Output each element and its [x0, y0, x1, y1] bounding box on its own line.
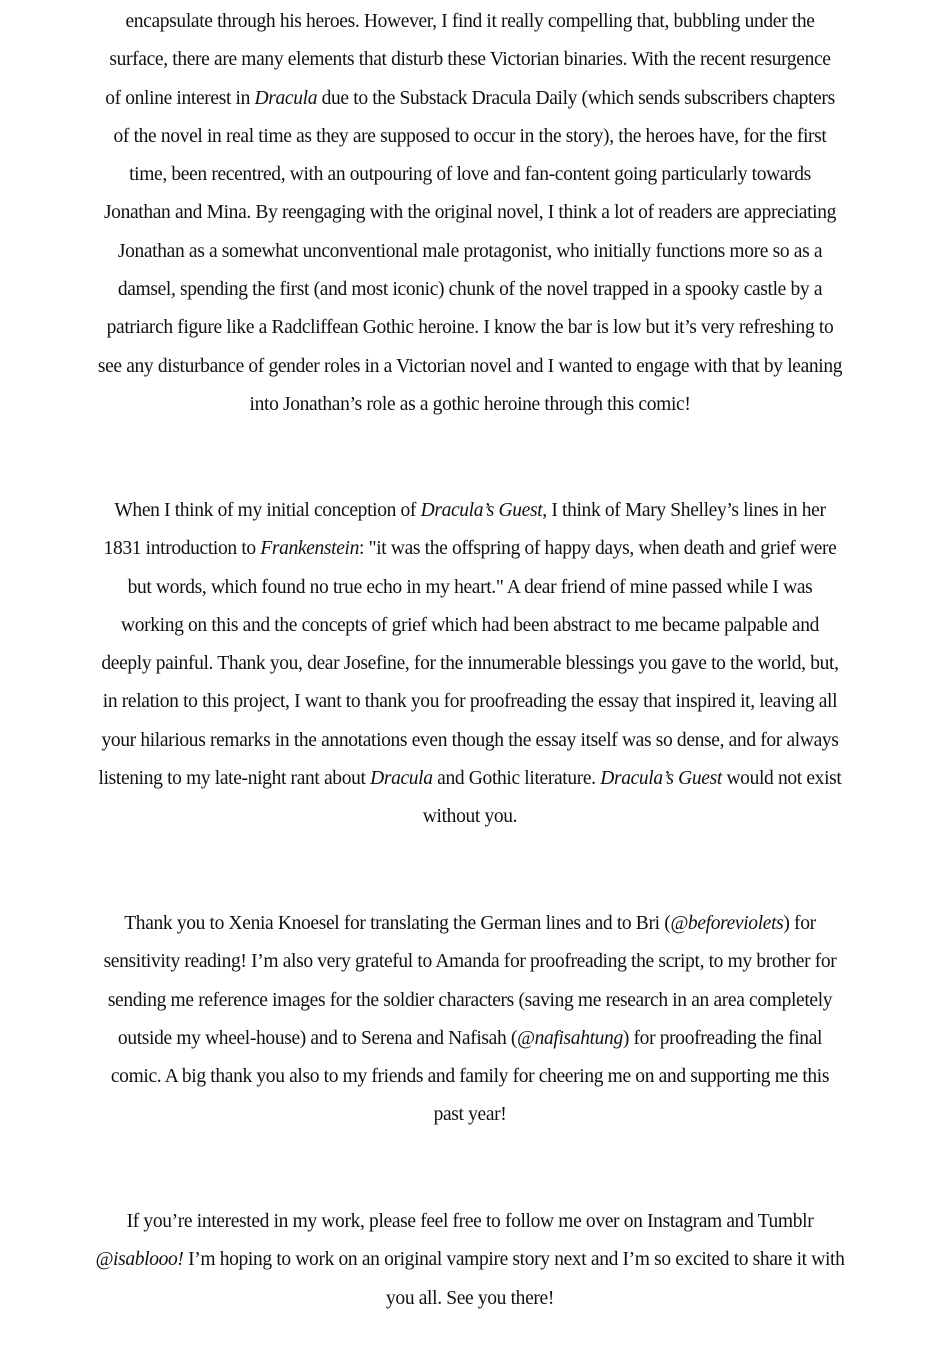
text-line [0, 348, 940, 386]
text-line [0, 156, 940, 194]
text-segment: I’m hoping to work on an original vampire story next and I’m so excited to share it with [183, 1249, 845, 1271]
text-line [0, 943, 940, 981]
text-segment: , I think of Mary Shelley’s lines in her [542, 500, 826, 521]
text-line [0, 1241, 940, 1279]
text-segment: would not exist [721, 768, 842, 790]
text-segment: surface, there are many elements that disturb these Victorian binaries. With the recent resurgence [109, 49, 831, 71]
text-segment: comic. A big thank you also to my friends and family for cheering me on and supporting me this [110, 1066, 830, 1088]
text-segment: patriarch figure like a Radcliffean Gothic heroine. I know the bar is low but it’s very refreshing to [106, 317, 834, 339]
text-line [0, 722, 940, 760]
text-segment: ) for proofreading the final [622, 1027, 823, 1049]
paragraph-social-follow [0, 1203, 940, 1318]
text-line [0, 905, 940, 943]
italic-text: @beforeviolets [670, 913, 784, 934]
text-segment: due to the Substack Dracula Daily (which sends subscribers chapters [317, 87, 835, 109]
text-line [0, 760, 940, 798]
text-segment: time, been recentred, with an outpouring of love and fan-content going particularly towards [129, 164, 811, 186]
text-segment: without you. [422, 806, 518, 828]
text-segment: ) for [783, 913, 816, 934]
text-segment: past year! [433, 1104, 507, 1126]
text-segment: 1831 introduction to [103, 538, 261, 560]
text-line [0, 271, 940, 309]
text-segment: see any disturbance of gender roles in a Victorian novel and I wanted to engage with that by leaning [97, 355, 843, 377]
text-segment: working on this and the concepts of grief which had been abstract to me became palpable and [120, 614, 820, 636]
paragraph-victorian-binaries [0, 3, 940, 424]
text-segment: deeply painful. Thank you, dear Josefine, for the innumerable blessings you gave to the world, but, [101, 653, 839, 675]
text-line [0, 683, 940, 721]
italic-text: Dracula [254, 87, 318, 109]
italic-text: @isablooo! [95, 1249, 184, 1271]
text-line [0, 1203, 940, 1241]
text-segment: encapsulate through his heroes. However, I find it really compelling that, bubbling under the [125, 11, 815, 32]
text-segment: in relation to this project, I want to thank you for proofreading the essay that inspired it, leaving all [102, 691, 838, 713]
text-line [0, 309, 940, 347]
paragraph-acknowledgements [0, 905, 940, 1135]
italic-text: Dracula’s Guest [600, 768, 722, 790]
italic-text: @nafisahtung [517, 1027, 623, 1049]
text-line [0, 569, 940, 607]
italic-text: Dracula [370, 768, 433, 790]
text-line [0, 1058, 940, 1096]
text-line [0, 607, 940, 645]
text-segment: but words, which found no true echo in my heart." A dear friend of mine passed while I was [127, 576, 813, 598]
text-line [0, 80, 940, 118]
text-segment: and Gothic literature. [432, 768, 601, 790]
text-line [0, 798, 940, 836]
text-segment: When I think of my initial conception of [114, 500, 421, 521]
text-segment: Jonathan and Mina. By reengaging with the original novel, I think a lot of readers are appreciating [103, 202, 837, 224]
italic-text: Frankenstein [260, 538, 360, 560]
text-line [0, 3, 940, 41]
text-line [0, 530, 940, 568]
text-line [0, 194, 940, 232]
text-line [0, 1096, 940, 1134]
text-segment: outside my wheel-house) and to Serena and Nafisah ( [117, 1027, 518, 1049]
text-segment: of online interest in [105, 87, 255, 109]
text-line [0, 233, 940, 271]
text-segment: into Jonathan’s role as a gothic heroine through this comic! [249, 393, 691, 415]
text-segment: you all. See you there! [386, 1287, 554, 1309]
text-segment: of the novel in real time as they are supposed to occur in the story), the heroes have, for the first [113, 125, 827, 147]
text-segment: Jonathan as a somewhat unconventional male protagonist, who initially functions more so as a [117, 240, 823, 262]
text-line [0, 1020, 940, 1058]
text-segment: sensitivity reading! I’m also very grateful to Amanda for proofreading the script, to my brother for [103, 951, 837, 973]
italic-text: Dracula’s Guest [420, 500, 543, 521]
text-line [0, 1280, 940, 1318]
text-line [0, 645, 940, 683]
text-segment: Thank you to Xenia Knoesel for translating the German lines and to Bri ( [124, 913, 671, 934]
text-segment: listening to my late-night rant about [98, 768, 371, 790]
paragraph-dedication-josefine [0, 492, 940, 837]
text-line [0, 492, 940, 530]
text-segment: your hilarious remarks in the annotations even though the essay itself was so dense, and for always [101, 729, 839, 751]
text-segment: damsel, spending the first (and most iconic) chunk of the novel trapped in a spooky castle by a [117, 279, 823, 301]
text-line [0, 982, 940, 1020]
text-line [0, 386, 940, 424]
text-segment: If you’re interested in my work, please feel free to follow me over on Instagram and Tumblr [126, 1211, 814, 1232]
text-line [0, 118, 940, 156]
text-segment: sending me reference images for the soldier characters (saving me research in an area completely [107, 989, 833, 1011]
text-segment: : "it was the offspring of happy days, when death and grief were [359, 538, 837, 560]
text-line [0, 41, 940, 79]
